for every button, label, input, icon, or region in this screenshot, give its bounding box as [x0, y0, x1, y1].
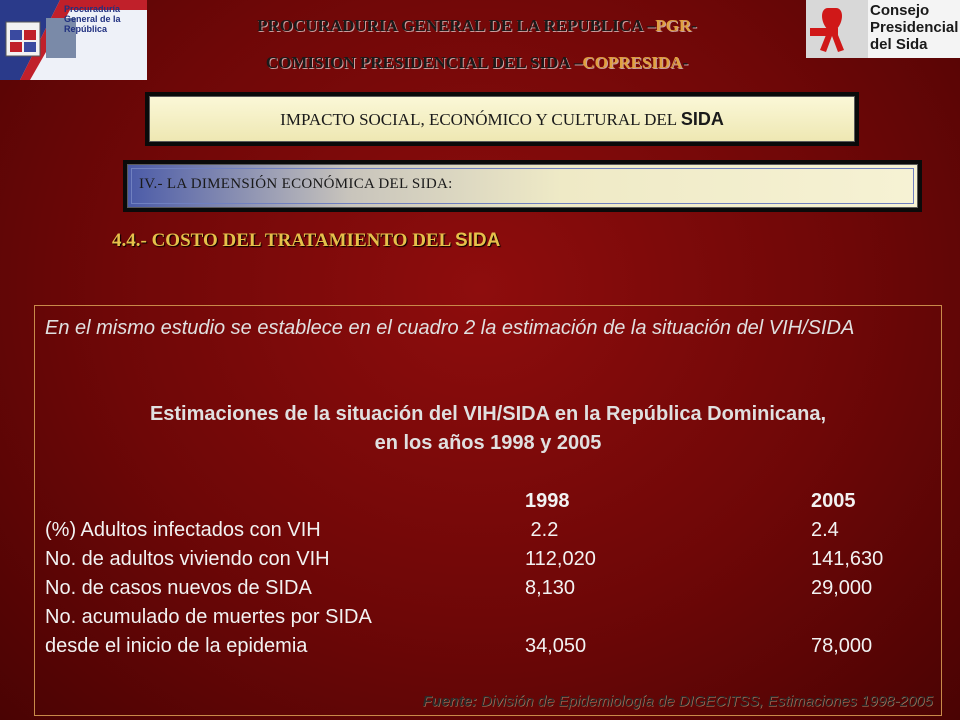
table-title: Estimaciones de la situación del VIH/SIDA en la República Dominicana, en los años 1998 y 2005 — [149, 403, 827, 454]
subsection-title: 4.4.- COSTO DEL TRATAMIENTO DEL SIDA — [112, 230, 501, 251]
year-2005-header: 2005 — [811, 490, 856, 512]
content-panel — [34, 305, 942, 716]
table-row: No. acumulado de muertes por SIDA — [45, 606, 372, 628]
banner-text: IMPACTO SOCIAL, ECONÓMICO Y CULTURAL DEL — [280, 110, 681, 129]
header-line-2: COMISION PRESIDENCIAL DEL SIDA –COPRESIDA- — [265, 53, 689, 72]
pgr-logo-text: Procuraduría General de la República — [64, 4, 121, 34]
banner-box — [145, 92, 859, 146]
banner-emphasis: SIDA — [680, 109, 724, 129]
copresida-logo-text: Consejo Presidencial del Sida — [870, 2, 959, 53]
pgr-logo — [0, 0, 147, 80]
table-row: No. de adultos viviendo con VIH 112,020 141,630 — [45, 548, 884, 570]
table-row: No. de casos nuevos de SIDA 8,130 29,000 — [45, 577, 873, 599]
table-row: desde el inicio de la epidemia 34,050 78,000 — [45, 635, 873, 657]
table-row: (%) Adultos infectados con VIH 2.2 2.4 — [45, 519, 839, 541]
section-title: IV.- LA DIMENSIÓN ECONÓMICA DEL SIDA: — [139, 176, 453, 192]
section-box — [123, 160, 922, 212]
year-1998-header: 1998 — [525, 490, 570, 512]
intro-paragraph: En el mismo estudio se establece en el cuadro 2 la estimación de la situación del VIH/SIDA — [45, 317, 855, 339]
year-header-row — [45, 487, 935, 516]
header-line-1: PROCURADURIA GENERAL DE LA REPUBLICA –PGR- — [257, 16, 697, 35]
source-note: Fuente: División de Epidemiología de DIGECITSS, Estimaciones 1998-2005 — [422, 693, 933, 710]
copresida-logo — [806, 0, 960, 58]
